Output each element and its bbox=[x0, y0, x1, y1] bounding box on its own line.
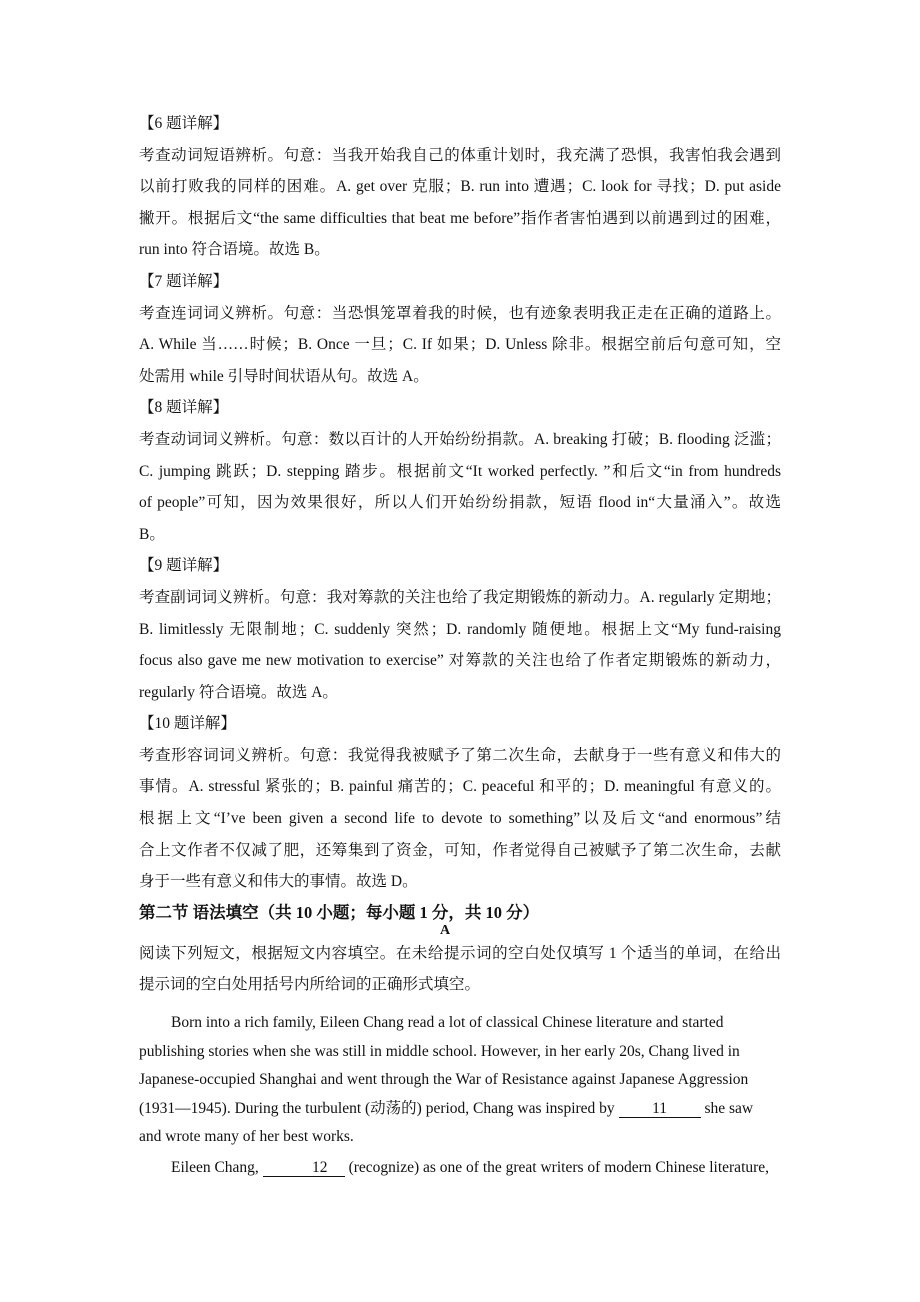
passage-p2-line-1-after: (recognize) as one of the great writers of modern Chinese literature, bbox=[344, 1158, 770, 1176]
q6-heading: 【6 题详解】 bbox=[139, 115, 229, 132]
q7-heading: 【7 题详解】 bbox=[139, 272, 229, 290]
passage-p1-line-5: and wrote many of her best works. bbox=[139, 1128, 354, 1146]
instruction-line-1: 阅读下列短文，根据短文内容填空。在未给提示词的空白处仅填写 1 个适当的单词，在给出 bbox=[139, 944, 781, 962]
q10-line-2: 事情。A. stressful 紧张的；B. painful 痛苦的；C. peaceful 和平的；D. meaningful 有意义的。 bbox=[139, 778, 781, 796]
part-label: A bbox=[439, 922, 451, 938]
q7-line-1: 考查连词词义辨析。句意：当恐惧笼罩着我的时候，也有迹象表明我正走在正确的道路上。 bbox=[139, 304, 781, 322]
passage-p1-line-4-before: (1931—1945). During the turbulent (动荡的) period, Chang was inspired by bbox=[139, 1099, 619, 1117]
q7-line-3: 处需用 while 引导时间状语从句。故选 A。 bbox=[139, 367, 429, 385]
q10-line-1: 考查形容词词义辨析。句意：我觉得我被赋予了第二次生命，去献身于一些有意义和伟大的 bbox=[139, 746, 781, 764]
document-page bbox=[139, 108, 781, 1182]
blank-12[interactable]: 12 bbox=[263, 1160, 345, 1177]
passage-p1-line-2: publishing stories when she was still in middle school. However, in her early 20s, Chang lived in bbox=[139, 1042, 740, 1060]
instruction-line-2: 提示词的空白处用括号内所给词的正确形式填空。 bbox=[139, 976, 481, 994]
q9-heading: 【9 题详解】 bbox=[139, 557, 229, 575]
passage-p2-line-1 bbox=[139, 1154, 781, 1183]
section-title: 第二节 语法填空（共 10 小题；每小题 1 分，共 10 分） bbox=[139, 902, 540, 922]
q10-line-4: 合上文作者不仅减了肥，还筹集到了资金，可知，作者觉得自己被赋予了第二次生命，去献 bbox=[139, 841, 781, 859]
q8-line-1: 考查动词词义辨析。句意：数以百计的人开始纷纷捐款。A. breaking 打破；B. flooding 泛滥； bbox=[139, 430, 781, 448]
q8-line-2: C. jumping 跳跃；D. stepping 踏步。根据前文“It worked perfectly. ”和后文“in from hundreds bbox=[139, 462, 781, 480]
q10-line-5: 身于一些有意义和伟大的事情。故选 D。 bbox=[139, 873, 418, 891]
q8-line-4: B。 bbox=[139, 525, 165, 543]
passage-p2-line-1-before: Eileen Chang, bbox=[171, 1158, 263, 1176]
passage-p1-line-3: Japanese-occupied Shanghai and went through the War of Resistance against Japanese Aggression bbox=[139, 1071, 749, 1089]
passage-p1-line-4-after: she saw bbox=[700, 1099, 754, 1117]
q7-line-2: A. While 当……时候；B. Once 一旦；C. If 如果；D. Unless 除非。根据空前后句意可知，空 bbox=[139, 336, 781, 354]
q8-line-3: of people”可知，因为效果很好，所以人们开始纷纷捐款，短语 flood in“大量涌入”。故选 bbox=[139, 494, 781, 512]
blank-11[interactable]: 11 bbox=[619, 1101, 701, 1118]
q9-line-2: B. limitlessly 无限制地；C. suddenly 突然；D. randomly 随便地。根据上文“My fund-raising bbox=[139, 620, 781, 638]
q6-line-1: 考查动词短语辨析。句意：当我开始我自己的体重计划时，我充满了恐惧，我害怕我会遇到 bbox=[139, 146, 781, 164]
q8-heading: 【8 题详解】 bbox=[139, 399, 229, 417]
q9-line-1: 考查副词词义辨析。句意：我对筹款的关注也给了我定期锻炼的新动力。A. regularly 定期地； bbox=[139, 588, 781, 606]
q10-heading: 【10 题详解】 bbox=[139, 715, 236, 733]
passage-p1-line-1: Born into a rich family, Eileen Chang read a lot of classical Chinese literature and started bbox=[171, 1014, 724, 1032]
q10-line-3: 根据上文“I’ve been given a second life to devote to something”以及后文“and enormous”结 bbox=[139, 810, 781, 828]
q6-line-3: 撇开。根据后文“the same difficulties that beat me before”指作者害怕遇到以前遇到过的困难， bbox=[139, 209, 781, 227]
q6-line-2: 以前打败我的同样的困难。A. get over 克服；B. run into 遭遇；C. look for 寻找；D. put aside bbox=[139, 178, 781, 196]
q6-line-4: run into 符合语境。故选 B。 bbox=[139, 241, 330, 259]
passage-p1-line-4 bbox=[139, 1095, 781, 1124]
q9-line-3: focus also gave me new motivation to exercise” 对筹款的关注也给了作者定期锻炼的新动力， bbox=[139, 652, 781, 670]
q9-line-4: regularly 符合语境。故选 A。 bbox=[139, 683, 338, 701]
